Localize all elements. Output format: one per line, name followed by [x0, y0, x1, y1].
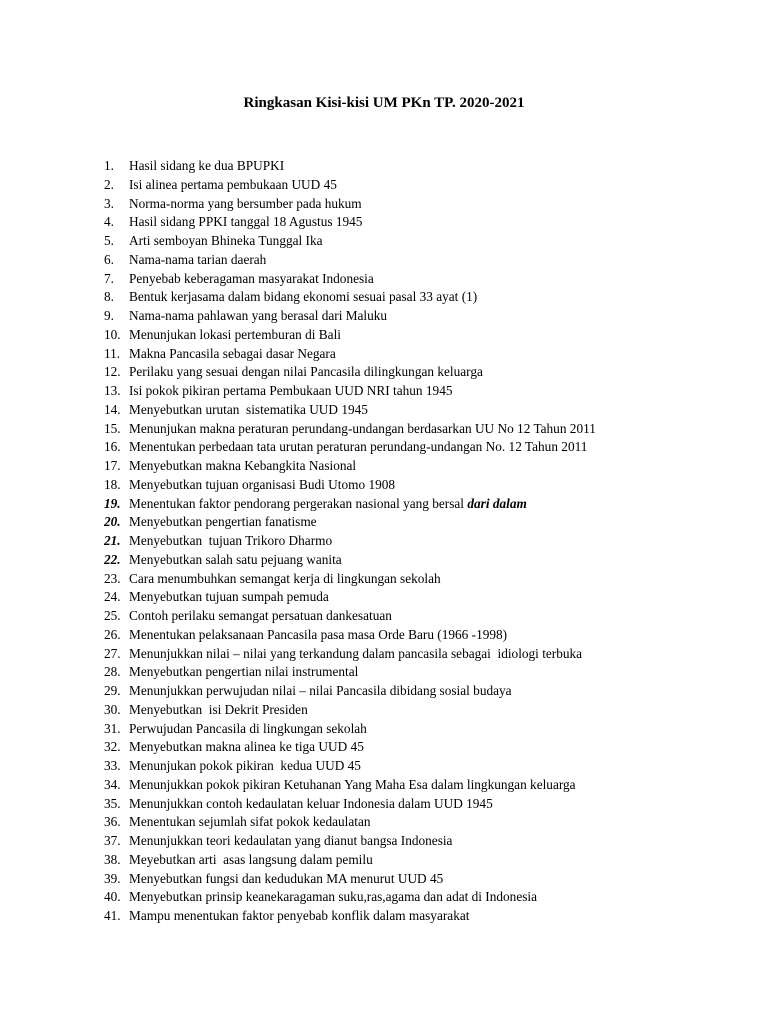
list-item-number: 19.: [104, 495, 121, 511]
list-item-label: Menyebutkan pengertian fanatisme: [129, 514, 317, 530]
list-item-number: 5.: [104, 233, 114, 248]
list-item-number: 39.: [104, 870, 121, 886]
list-item-label: Arti semboyan Bhineka Tunggal Ika: [129, 233, 323, 248]
list-item-text: [129, 176, 744, 195]
list-item-text: [129, 570, 744, 589]
list-item: [104, 438, 744, 457]
list-item: [104, 757, 744, 776]
list-item-text: [129, 701, 744, 720]
list-item-number: 33.: [104, 758, 121, 773]
list-item-label: Menunjukkan contoh kedaulatan keluar Indonesia dalam UUD 1945: [129, 795, 493, 811]
list-item-text: [129, 776, 744, 795]
list-item-text: [129, 663, 744, 682]
list-item-label: Perwujudan Pancasila di lingkungan sekolah: [129, 720, 367, 736]
list-item: [104, 401, 744, 420]
list-item-number: 40.: [104, 889, 121, 905]
list-item-text: [129, 851, 744, 870]
list-item-number: 9.: [104, 308, 114, 323]
list-item-text: [129, 251, 744, 270]
list-item-number: 16.: [104, 439, 121, 455]
list-item-text: [129, 720, 744, 739]
list-item-text: [129, 888, 744, 907]
list-item-text: [129, 420, 744, 439]
list-item: [104, 457, 744, 476]
list-item: [104, 420, 744, 439]
list-item-text: [129, 326, 744, 345]
list-item-text: [129, 607, 744, 626]
list-item: [104, 157, 744, 176]
list-item-text: [129, 588, 744, 607]
list-item-label: Menunjukkan nilai – nilai yang terkandung dalam pancasila sebagai idiologi terbuka: [129, 645, 583, 661]
list-item: [104, 251, 744, 270]
list-item-number: 18.: [104, 476, 121, 492]
list-item-label: Menentukan faktor pendorang pergerakan nasional yang bersal: [129, 495, 468, 511]
list-item-label: Norma-norma yang bersumber pada hukum: [129, 195, 362, 211]
list-item-text: [129, 645, 744, 664]
list-item: [104, 513, 744, 532]
list-item-text: [129, 870, 744, 889]
page-title: Ringkasan Kisi-kisi UM PKn TP. 2020-2021: [243, 95, 525, 111]
list-item-number: 8.: [104, 289, 114, 305]
list-item-text: [129, 213, 744, 232]
list-item: [104, 607, 744, 626]
list-item-label: Contoh perilaku semangat persatuan dankesatuan: [129, 608, 392, 623]
list-item-label: Perilaku yang sesuai dengan nilai Pancasila dilingkungan keluarga: [129, 364, 483, 380]
list-item: [104, 888, 744, 907]
list-item-label: Menyebutkan urutan sistematika UUD 1945: [129, 401, 368, 417]
list-item-text: [129, 495, 744, 514]
list-item-number: 2.: [104, 176, 114, 192]
list-item-number: 37.: [104, 833, 121, 848]
list-item: [104, 870, 744, 889]
list-item-label: Nama-nama pahlawan yang berasal dari Maluku: [129, 308, 388, 323]
list-item-number: 17.: [104, 458, 121, 473]
list-item: [104, 288, 744, 307]
list-item-number: 28.: [104, 664, 121, 680]
list-item-label: Menyebutkan prinsip keanekaragaman suku,ras,agama dan adat di Indonesia: [129, 889, 537, 905]
list-item-label: Menyebutkan isi Dekrit Presiden: [129, 701, 308, 717]
list-item: [104, 363, 744, 382]
list-item-emphasis: dari dalam: [467, 495, 527, 511]
list-item: [104, 907, 744, 926]
list-item-number: 31.: [104, 720, 121, 736]
list-item-text: [129, 457, 744, 476]
list-item-label: Makna Pancasila sebagai dasar Negara: [129, 345, 336, 361]
list-item-label: Menyebutkan tujuan organisasi Budi Utomo 1908: [129, 476, 396, 492]
list-item-text: [129, 363, 744, 382]
list-item-number: 22.: [104, 551, 121, 567]
list-item: [104, 588, 744, 607]
list-item-text: [129, 401, 744, 420]
list-item: [104, 682, 744, 701]
list-item: [104, 851, 744, 870]
list-item-number: 27.: [104, 645, 121, 661]
list-item: [104, 232, 744, 251]
list-item-label: Meyebutkan arti asas langsung dalam pemilu: [129, 851, 373, 867]
list-item-number: 20.: [104, 514, 121, 530]
list-item-label: Mampu menentukan faktor penyebab konflik dalam masyarakat: [129, 908, 470, 923]
list-item-text: [129, 232, 744, 251]
list-item-label: Menyebutkan tujuan Trikoro Dharmo: [129, 533, 333, 548]
list-item-label: Menyebutkan pengertian nilai instrumental: [129, 664, 359, 680]
list-item-text: [129, 757, 744, 776]
list-item-number: 30.: [104, 701, 121, 717]
list-item-number: 29.: [104, 683, 121, 698]
list-item-number: 34.: [104, 776, 121, 792]
list-item-text: [129, 813, 744, 832]
list-item-text: [129, 832, 744, 851]
list-item: [104, 213, 744, 232]
list-item-label: Menentukan sejumlah sifat pokok kedaulatan: [129, 814, 371, 830]
list-item: [104, 532, 744, 551]
list-item: [104, 176, 744, 195]
list-item-label: Menyebutkan tujuan sumpah pemuda: [129, 589, 329, 605]
list-item-number: 41.: [104, 908, 121, 923]
list-item-text: [129, 307, 744, 326]
list-item-number: 1.: [104, 158, 114, 173]
list-item: [104, 738, 744, 757]
list-item-number: 12.: [104, 364, 121, 380]
list-item-text: [129, 288, 744, 307]
list-item-text: [129, 157, 744, 176]
list-item-number: 26.: [104, 626, 121, 642]
list-item-label: Cara menumbuhkan semangat kerja di lingkungan sekolah: [129, 570, 441, 586]
list-item-text: [129, 682, 744, 701]
list-item: [104, 663, 744, 682]
list-item-number: 14.: [104, 401, 121, 417]
list-item-number: 6.: [104, 251, 114, 267]
list-item-text: [129, 345, 744, 364]
list-item-number: 11.: [104, 345, 121, 361]
list-item-label: Menunjukan makna peraturan perundang-undangan berdasarkan UU No 12 Tahun 2011: [129, 420, 596, 436]
list-item-number: 38.: [104, 851, 121, 867]
list-item: [104, 195, 744, 214]
list-item: [104, 626, 744, 645]
list-item: [104, 326, 744, 345]
list-item-text: [129, 476, 744, 495]
list-item-label: Menyebutkan salah satu pejuang wanita: [129, 551, 342, 567]
list-item-label: Hasil sidang PPKI tanggal 18 Agustus 1945: [129, 214, 363, 230]
list-item: [104, 307, 744, 326]
list-item-label: Menunjukkan teori kedaulatan yang dianut bangsa Indonesia: [129, 833, 453, 848]
list-item-text: [129, 382, 744, 401]
list-item-label: Menentukan pelaksanaan Pancasila pasa masa Orde Baru (1966 -1998): [129, 626, 508, 642]
topic-list: [104, 157, 744, 926]
list-item: [104, 832, 744, 851]
list-item: [104, 795, 744, 814]
list-item-label: Menyebutkan makna Kebangkita Nasional: [129, 458, 357, 473]
list-item-number: 36.: [104, 814, 121, 830]
list-item-text: [129, 532, 744, 551]
list-item-number: 15.: [104, 420, 121, 436]
list-item: [104, 551, 744, 570]
list-item-number: 10.: [104, 326, 121, 342]
list-item-number: 24.: [104, 589, 121, 605]
list-item-label: Menyebutkan fungsi dan kedudukan MA menurut UUD 45: [129, 870, 444, 886]
list-item: [104, 701, 744, 720]
list-item-label: Nama-nama tarian daerah: [129, 251, 267, 267]
list-item: [104, 382, 744, 401]
list-item-label: Penyebab keberagaman masyarakat Indonesia: [129, 270, 374, 286]
list-item-text: [129, 513, 744, 532]
list-item-text: [129, 738, 744, 757]
list-item-number: 32.: [104, 739, 121, 755]
list-item-text: [129, 626, 744, 645]
list-item-text: [129, 551, 744, 570]
list-item-number: 35.: [104, 795, 121, 811]
list-item-label: Menyebutkan makna alinea ke tiga UUD 45: [129, 739, 364, 755]
list-item: [104, 813, 744, 832]
list-item-label: Isi pokok pikiran pertama Pembukaan UUD NRI tahun 1945: [129, 383, 453, 398]
list-item-label: Menunjukkan pokok pikiran Ketuhanan Yang Maha Esa dalam lingkungan keluarga: [129, 776, 576, 792]
list-item-text: [129, 270, 744, 289]
list-item: [104, 495, 744, 514]
list-item: [104, 345, 744, 364]
list-item: [104, 270, 744, 289]
list-item-number: 21.: [104, 533, 121, 548]
list-item-label: Bentuk kerjasama dalam bidang ekonomi sesuai pasal 33 ayat (1): [129, 289, 478, 305]
list-item-label: Menunjukan pokok pikiran kedua UUD 45: [129, 758, 361, 773]
list-item: [104, 570, 744, 589]
list-item-number: 25.: [104, 608, 121, 623]
list-item-number: 13.: [104, 383, 121, 398]
list-item: [104, 476, 744, 495]
list-item-number: 23.: [104, 570, 121, 586]
list-item: [104, 720, 744, 739]
list-item-label: Isi alinea pertama pembukaan UUD 45: [129, 176, 337, 192]
list-item: [104, 776, 744, 795]
list-item-text: [129, 195, 744, 214]
list-item-label: Menunjukan lokasi pertemburan di Bali: [129, 326, 341, 342]
list-item-text: [129, 795, 744, 814]
list-item-label: Hasil sidang ke dua BPUPKI: [129, 158, 285, 173]
list-item-number: 3.: [104, 195, 114, 211]
list-item-label: Menunjukkan perwujudan nilai – nilai Pancasila dibidang sosial budaya: [129, 683, 512, 698]
list-item-number: 7.: [104, 270, 114, 286]
list-item: [104, 645, 744, 664]
list-item-label: Menentukan perbedaan tata urutan peraturan perundang-undangan No. 12 Tahun 2011: [129, 439, 588, 455]
list-item-number: 4.: [104, 214, 114, 230]
list-item-text: [129, 438, 744, 457]
list-item-text: [129, 907, 744, 926]
